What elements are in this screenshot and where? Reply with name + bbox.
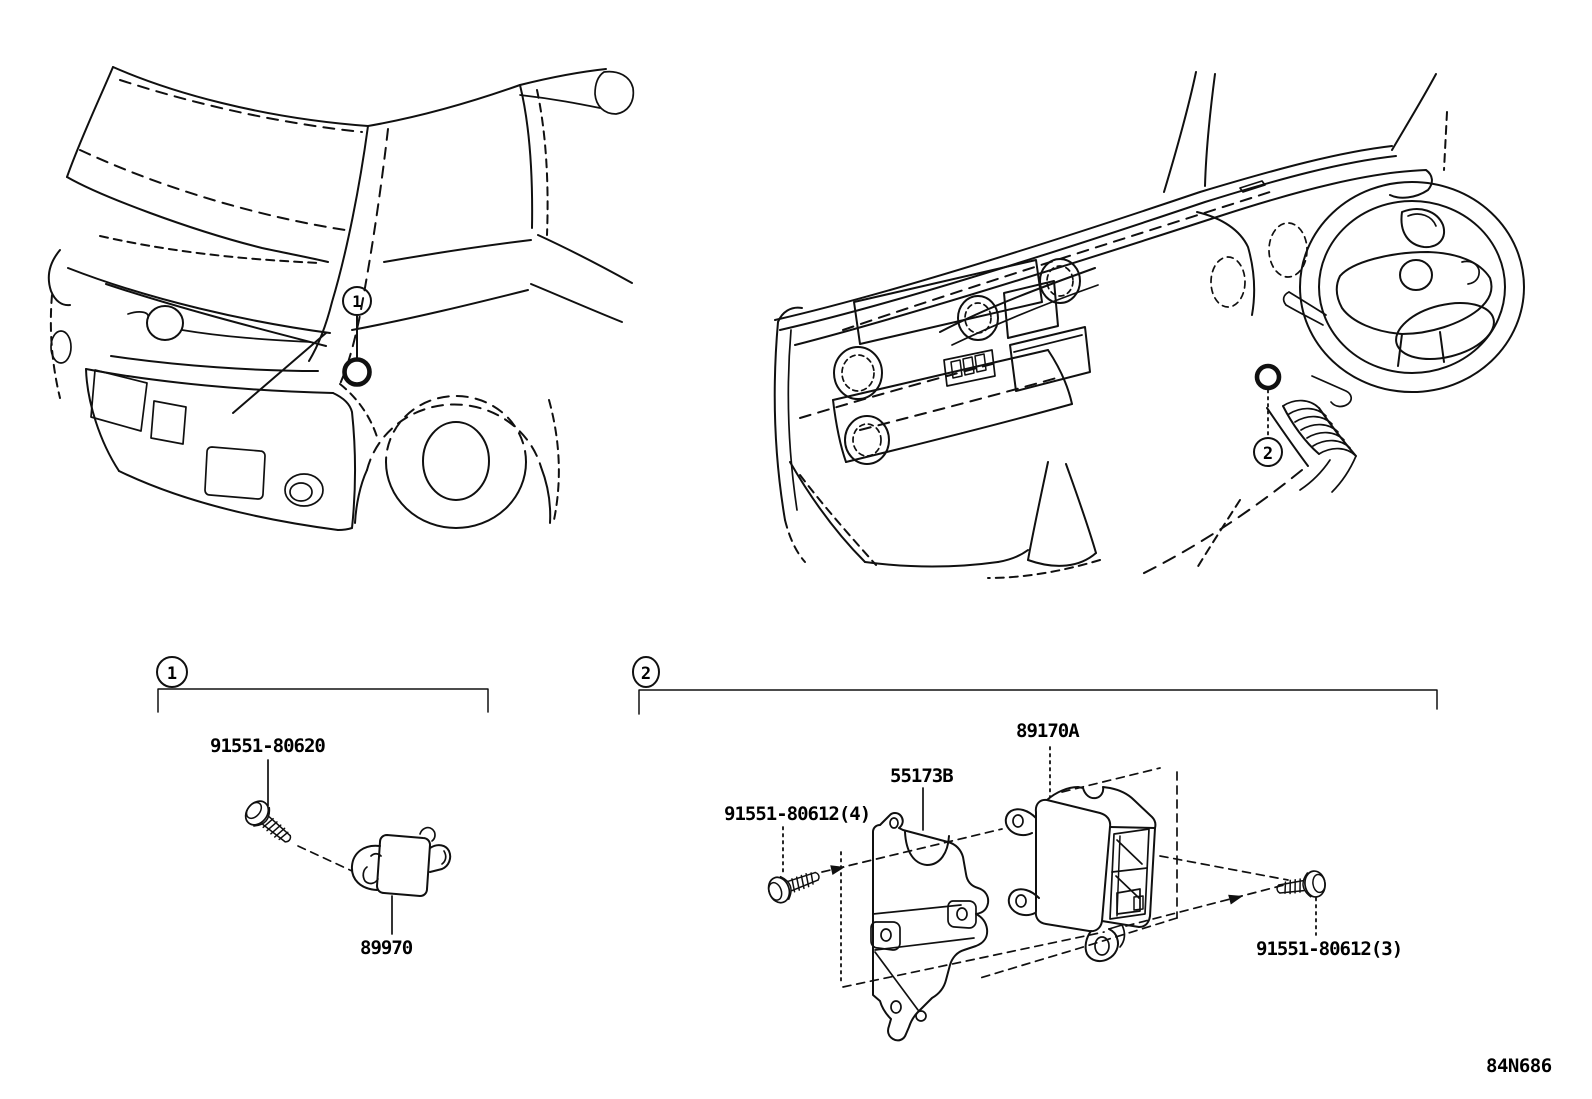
dashboard-callout-2-number: 2 <box>1262 444 1274 464</box>
group1-bracket-line <box>158 689 488 712</box>
group2-detail <box>633 657 1437 1040</box>
truck-front-view <box>49 67 633 530</box>
screw-91551-80620 <box>241 797 298 851</box>
diagram-code: 84N686 <box>1486 1055 1552 1077</box>
sensor-89970 <box>352 828 450 896</box>
part-label-ecu: 89170A <box>1016 720 1079 742</box>
part-label-bracket: 55173B <box>890 765 953 787</box>
group2-bracket-line <box>639 690 1437 714</box>
part-label-screw-ecu: 91551-80612(3) <box>1256 938 1403 960</box>
dashboard-callout-2 <box>1254 366 1282 466</box>
part-label-screw-front-sensor: 91551-80620 <box>210 735 325 757</box>
part-label-screw-bracket: 91551-80612(4) <box>724 803 871 825</box>
group1-callout-number: 1 <box>166 664 178 684</box>
group1-detail <box>157 657 488 934</box>
screw-91551-80612-4 <box>765 863 823 905</box>
group2-callout-number: 2 <box>640 664 652 684</box>
truck-callout-1 <box>343 287 371 385</box>
part-label-front-sensor: 89970 <box>360 937 413 959</box>
ecu-89170A <box>1006 787 1156 961</box>
dashboard-view <box>775 72 1524 578</box>
truck-callout-1-number: 1 <box>352 292 362 311</box>
bracket-55173B <box>841 813 988 1040</box>
